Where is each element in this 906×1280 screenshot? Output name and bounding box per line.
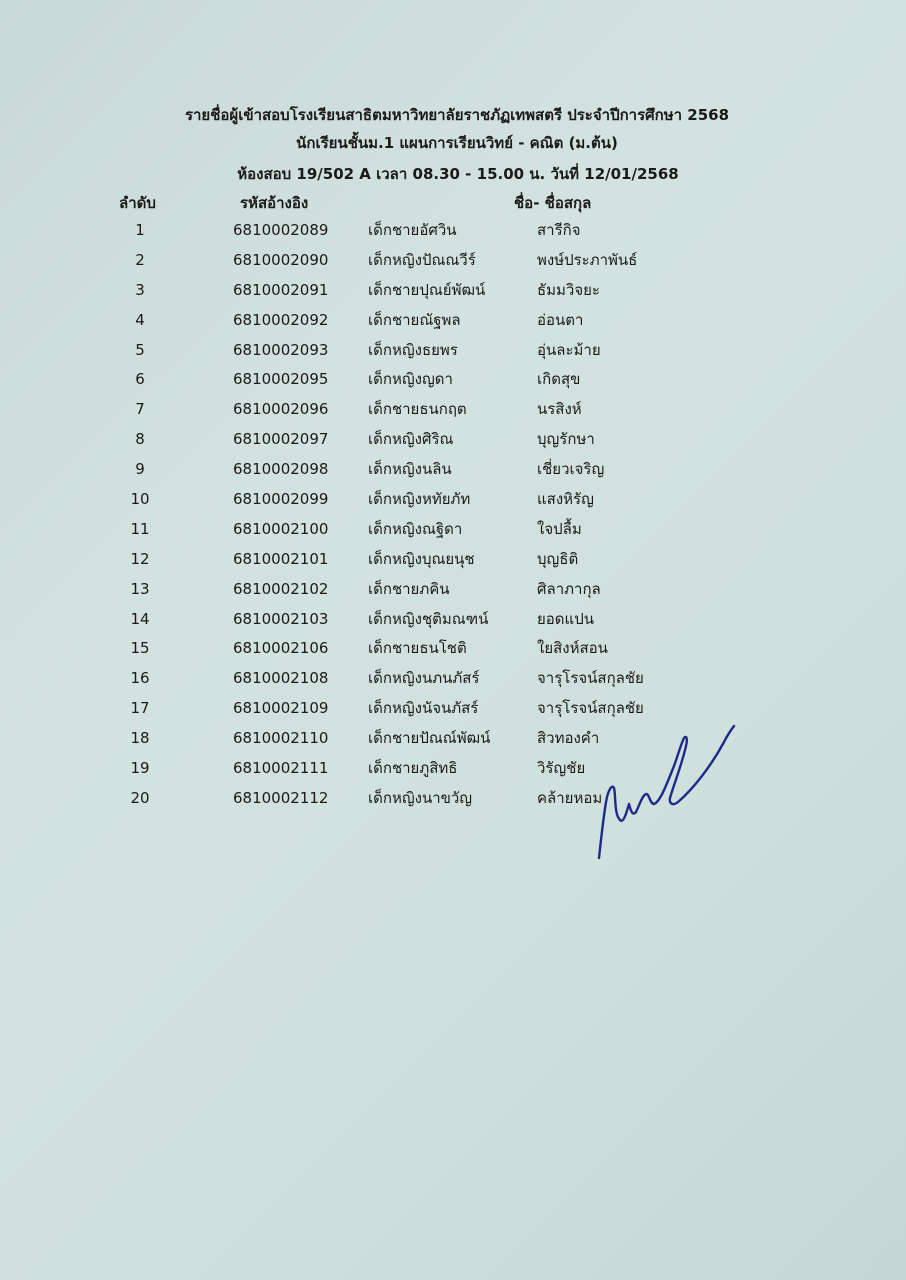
table-row bbox=[0, 727, 906, 757]
row-number: 1 bbox=[135, 221, 145, 239]
table-row bbox=[0, 368, 906, 398]
student-last-name: อ่อนตา bbox=[537, 310, 584, 329]
student-first-name: เด็กชายปัณณ์พัฒน์ bbox=[368, 729, 491, 748]
student-first-name: เด็กชายธนโชติ bbox=[368, 639, 467, 658]
student-first-name: เด็กหญิงหทัยภัท bbox=[368, 490, 471, 509]
student-first-name: เด็กหญิงปัณณวีร์ bbox=[368, 250, 476, 269]
row-number: 11 bbox=[130, 519, 150, 538]
reference-code: 6810002090 bbox=[233, 250, 329, 269]
student-last-name: ศิลาภากุล bbox=[537, 579, 601, 598]
row-number: 6 bbox=[135, 370, 145, 389]
student-last-name: วิรัญชัย bbox=[537, 759, 586, 778]
table-row bbox=[0, 458, 906, 488]
reference-code: 6810002108 bbox=[233, 669, 329, 688]
student-first-name: เด็กหญิงบุณยนุช bbox=[368, 549, 475, 568]
table-row bbox=[0, 339, 906, 369]
reference-code: 6810002098 bbox=[233, 460, 329, 479]
student-last-name: บุญรักษา bbox=[537, 430, 595, 449]
table-row bbox=[0, 249, 906, 279]
reference-code: 6810002093 bbox=[233, 340, 329, 359]
row-number: 4 bbox=[135, 310, 145, 329]
table-row bbox=[0, 697, 906, 727]
table-row bbox=[0, 219, 906, 249]
student-last-name: ธัมมวิจยะ bbox=[537, 280, 600, 299]
column-header-ref: รหัสอ้างอิง bbox=[240, 194, 309, 212]
table-row bbox=[0, 398, 906, 428]
column-header-name: ชื่อ- ชื่อสกุล bbox=[514, 194, 592, 212]
row-number: 16 bbox=[130, 669, 150, 688]
reference-code: 6810002101 bbox=[233, 549, 329, 568]
document-subtitle: นักเรียนชั้นม.1 แผนการเรียนวิทย์ - คณิต (ม.ต้น) bbox=[296, 134, 618, 152]
reference-code: 6810002110 bbox=[233, 729, 329, 748]
student-first-name: เด็กชายณัฐพล bbox=[368, 310, 461, 329]
row-number: 10 bbox=[130, 490, 150, 509]
student-last-name: จารุโรจน์สกุลชัย bbox=[537, 699, 644, 718]
row-number: 5 bbox=[135, 340, 145, 359]
student-last-name: นรสิงห์ bbox=[537, 400, 582, 419]
student-first-name: เด็กหญิงนาขวัญ bbox=[368, 788, 473, 807]
student-first-name: เด็กหญิงศิริณ bbox=[368, 430, 454, 449]
reference-code: 6810002091 bbox=[233, 280, 329, 299]
student-last-name: ยอดแปน bbox=[537, 609, 594, 628]
student-last-name: บุญธิติ bbox=[537, 549, 579, 568]
signature bbox=[594, 722, 736, 864]
row-number: 13 bbox=[130, 579, 150, 598]
table-row bbox=[0, 428, 906, 458]
student-last-name: สารีกิจ bbox=[537, 221, 581, 239]
student-first-name: เด็กชายภูสิทธิ bbox=[368, 759, 458, 778]
row-number: 14 bbox=[130, 609, 150, 628]
student-first-name: เด็กชายปุณย์พัฒน์ bbox=[368, 280, 486, 299]
table-row bbox=[0, 279, 906, 309]
reference-code: 6810002103 bbox=[233, 609, 329, 628]
student-last-name: เกิดสุข bbox=[537, 370, 581, 389]
table-row bbox=[0, 667, 906, 697]
reference-code: 6810002109 bbox=[233, 699, 329, 718]
student-first-name: เด็กชายอัศวิน bbox=[368, 221, 457, 239]
row-number: 8 bbox=[135, 430, 145, 449]
student-last-name: อุ่นละม้าย bbox=[537, 340, 601, 359]
student-last-name: สิวทองคำ bbox=[537, 729, 600, 748]
reference-code: 6810002097 bbox=[233, 430, 329, 449]
student-first-name: เด็กหญิงนัจนภัสร์ bbox=[368, 699, 479, 718]
student-first-name: เด็กชายธนกฤต bbox=[368, 400, 467, 419]
reference-code: 6810002089 bbox=[233, 221, 329, 239]
reference-code: 6810002099 bbox=[233, 490, 329, 509]
student-last-name: แสงหิรัญ bbox=[537, 490, 594, 509]
row-number: 20 bbox=[130, 788, 150, 807]
student-first-name: เด็กหญิงชุติมณฑน์ bbox=[368, 609, 489, 628]
table-row bbox=[0, 548, 906, 578]
reference-code: 6810002092 bbox=[233, 310, 329, 329]
student-last-name: ใจปลื้ม bbox=[537, 519, 582, 538]
row-number: 18 bbox=[130, 729, 150, 748]
student-first-name: เด็กหญิงณฐิดา bbox=[368, 519, 463, 538]
student-first-name: เด็กหญิงธยพร bbox=[368, 340, 458, 359]
reference-code: 6810002096 bbox=[233, 400, 329, 419]
student-first-name: เด็กชายภคิน bbox=[368, 579, 450, 598]
row-number: 7 bbox=[135, 400, 145, 419]
row-number: 3 bbox=[135, 280, 145, 299]
reference-code: 6810002102 bbox=[233, 579, 329, 598]
table-row bbox=[0, 637, 906, 667]
exam-room-info: ห้องสอบ 19/502 A เวลา 08.30 - 15.00 น. วันที่ 12/01/2568 bbox=[237, 165, 679, 183]
row-number: 2 bbox=[135, 250, 145, 269]
table-row bbox=[0, 757, 906, 787]
table-row bbox=[0, 608, 906, 638]
student-last-name: ใยสิงห์สอน bbox=[537, 639, 608, 658]
reference-code: 6810002100 bbox=[233, 519, 329, 538]
reference-code: 6810002095 bbox=[233, 370, 329, 389]
reference-code: 6810002111 bbox=[233, 759, 329, 778]
student-list bbox=[0, 219, 906, 817]
row-number: 17 bbox=[130, 699, 150, 718]
table-row bbox=[0, 578, 906, 608]
column-header-no: ลำดับ bbox=[119, 194, 156, 212]
student-last-name: คล้ายหอม bbox=[537, 788, 603, 807]
document-title: รายชื่อผู้เข้าสอบโรงเรียนสาธิตมหาวิทยาลัยราชภัฏเทพสตรี ประจำปีการศึกษา 2568 bbox=[184, 106, 730, 124]
reference-code: 6810002106 bbox=[233, 639, 329, 658]
row-number: 15 bbox=[130, 639, 150, 658]
student-first-name: เด็กหญิงนภนภัสร์ bbox=[368, 669, 480, 688]
row-number: 9 bbox=[135, 460, 145, 479]
table-row bbox=[0, 488, 906, 518]
row-number: 19 bbox=[130, 759, 150, 778]
table-row bbox=[0, 787, 906, 817]
table-row bbox=[0, 309, 906, 339]
student-first-name: เด็กหญิงญดา bbox=[368, 370, 453, 389]
reference-code: 6810002112 bbox=[233, 788, 329, 807]
row-number: 12 bbox=[130, 549, 150, 568]
table-row bbox=[0, 518, 906, 548]
student-last-name: จารุโรจน์สกุลชัย bbox=[537, 669, 644, 688]
student-last-name: เชี่ยวเจริญ bbox=[537, 460, 605, 479]
student-first-name: เด็กหญิงนลิน bbox=[368, 460, 452, 479]
student-last-name: พงษ์ประภาพันธ์ bbox=[537, 250, 638, 269]
